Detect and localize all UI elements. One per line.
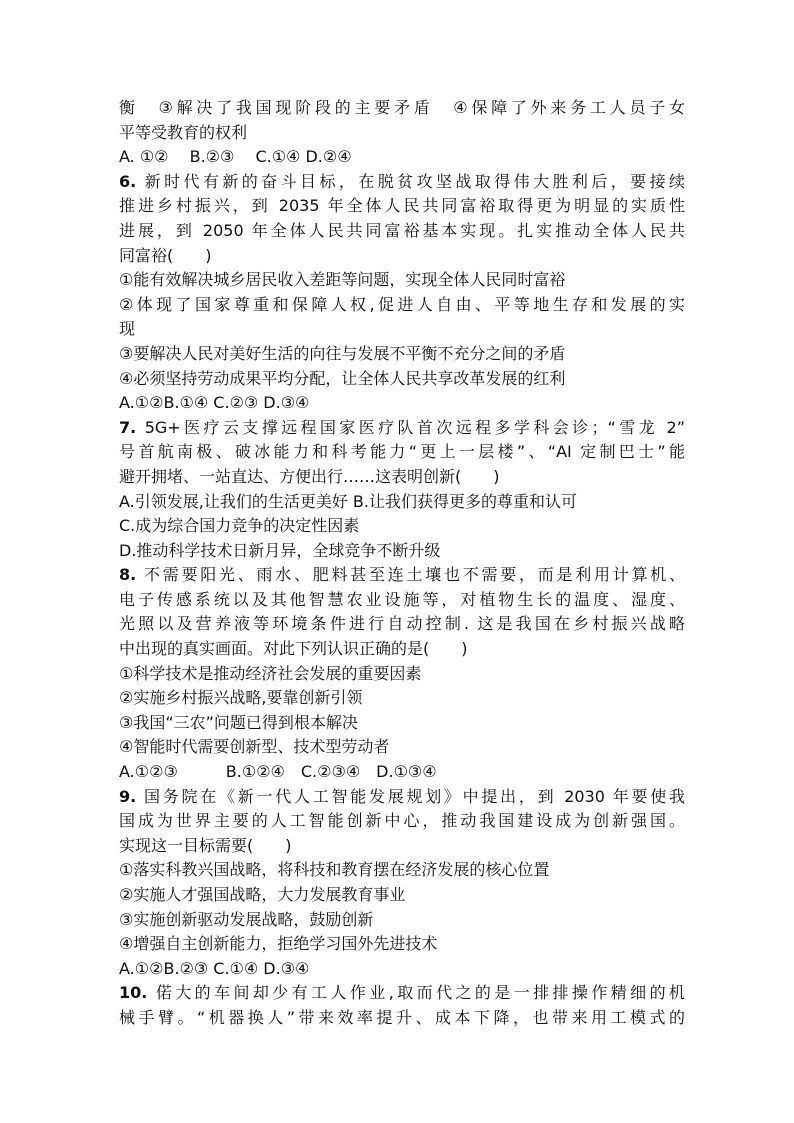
line-text: ②体现了国家尊重和保障人权,促进人自由、平等地生存和发展的实 <box>119 294 685 314</box>
line-text: 号首航南极、破冰能力和科考能力“更上一层楼”、“AI 定制巴士”能 <box>119 442 685 462</box>
text-line <box>119 686 685 711</box>
line-text: ①能有效解决城乡居民收入差距等问题，实现全体人民同时富裕 <box>119 270 566 290</box>
text-line <box>119 588 685 613</box>
line-text: 衡 ③解决了我国现阶段的主要矛盾 ④保障了外来务工人员子女 <box>119 98 685 117</box>
line-text: 5G+医疗云支撑远程国家医疗队首次远程多学科会诊；“雪龙 2” <box>136 417 685 437</box>
question-number: 7. <box>119 417 137 437</box>
text-line <box>119 1006 685 1031</box>
text-line <box>119 981 685 1006</box>
text-line <box>119 244 685 269</box>
line-text: 同富裕( ) <box>119 245 212 265</box>
line-text: 避开拥堵、一站直达、方便出行……这表明创新( ) <box>119 466 500 486</box>
text-line <box>119 883 685 908</box>
line-text: A.①②B.①④ C.②③ D.③④ <box>119 393 310 413</box>
text-line <box>119 293 685 318</box>
text-line <box>119 490 685 515</box>
line-text: D.推动科学技术日新月异，全球竞争不断升级 <box>119 540 441 560</box>
question-number: 6. <box>119 171 137 191</box>
line-text: 国务院在《新一代人工智能发展规划》中提出，到 2030 年要使我 <box>136 786 685 806</box>
text-line <box>119 317 685 342</box>
line-text: 中出现的真实画面。对此下列认识正确的是( ) <box>119 639 468 659</box>
line-text: ③要解决人民对美好生活的向往与发展不平衡不充分之间的矛盾 <box>119 343 566 363</box>
text-line <box>119 268 685 293</box>
line-text: ③我国“三农”问题已得到根本解决 <box>119 712 358 732</box>
line-text: 国成为世界主要的人工智能创新中心，推动我国建设成为创新强国。 <box>119 811 685 831</box>
text-line <box>119 662 685 687</box>
text-line <box>119 96 685 121</box>
text-line <box>119 391 685 416</box>
text-line <box>119 367 685 392</box>
question-number: 10. <box>119 983 148 1003</box>
line-text: 械手臂。“机器换人”带来效率提升、成本下降，也带来用工模式的 <box>119 1007 685 1027</box>
text-line <box>119 957 685 982</box>
text-line <box>119 711 685 736</box>
line-text: ②实施乡村振兴战略,要靠创新引领 <box>119 688 363 708</box>
question-number: 9. <box>119 786 137 806</box>
line-text: 偌大的车间却少有工人作业,取而代之的是一排排操作精细的机 <box>147 983 685 1003</box>
text-line <box>119 760 685 785</box>
line-text: C.成为综合国力竞争的决定性因素 <box>119 516 360 536</box>
line-text: 不需要阳光、雨水、肥料甚至连土壤也不需要，而是利用计算机、 <box>136 565 685 585</box>
text-line <box>119 539 685 564</box>
line-text: ③实施创新驱动发展战略，鼓励创新 <box>119 909 374 929</box>
line-text: ①落实科教兴国战略，将科技和教育摆在经济发展的核心位置 <box>119 860 550 880</box>
text-line <box>119 145 685 170</box>
line-text: 现 <box>119 319 136 339</box>
text-line <box>119 465 685 490</box>
line-text: ④智能时代需要创新型、技术型劳动者 <box>119 737 390 757</box>
text-line <box>119 440 685 465</box>
line-text: ①科学技术是推动经济社会发展的重要因素 <box>119 663 422 683</box>
text-line <box>119 416 685 441</box>
line-text: 电子传感系统以及其他智慧农业设施等，对植物生长的温度、湿度、 <box>119 589 685 609</box>
text-line <box>119 612 685 637</box>
text-line <box>119 637 685 662</box>
line-text: 平等受教育的权利 <box>119 122 248 142</box>
text-line <box>119 170 685 195</box>
line-text: ④必须坚持劳动成果平均分配，让全体人民共享改革发展的红利 <box>119 368 566 388</box>
text-line <box>119 908 685 933</box>
line-text: 推进乡村振兴，到 2035 年全体人民共同富裕取得更为明显的实质性 <box>119 196 685 216</box>
text-line <box>119 785 685 810</box>
question-number: 8. <box>119 565 137 585</box>
line-text: 进展，到 2050 年全体人民共同富裕基本实现。扎实推动全体人民共 <box>119 220 685 240</box>
line-text: A.引领发展,让我们的生活更美好 B.让我们获得更多的尊重和认可 <box>119 491 577 511</box>
text-line <box>119 194 685 219</box>
line-text: 新时代有新的奋斗目标，在脱贫攻坚战取得伟大胜利后，要接续 <box>136 171 685 191</box>
text-line <box>119 514 685 539</box>
text-line <box>119 342 685 367</box>
text-line <box>119 932 685 957</box>
text-line <box>119 219 685 244</box>
text-line <box>119 563 685 588</box>
text-line <box>119 735 685 760</box>
text-line <box>119 809 685 834</box>
line-text: ④增强自主创新能力，拒绝学习国外先进技术 <box>119 934 438 954</box>
line-text: 光照以及营养液等环境条件进行自动控制. 这是我国在乡村振兴战略 <box>119 614 685 634</box>
line-text: 实现这一目标需要( ) <box>119 835 292 855</box>
document-body <box>119 96 685 1031</box>
text-line <box>119 834 685 859</box>
line-text: A.①②B.②③ C.①④ D.③④ <box>119 958 310 978</box>
line-text: A.①②③ B.①②④ C.②③④ D.①③④ <box>119 762 437 782</box>
line-text: A. ①② B.②③ C.①④ D.②④ <box>119 147 352 167</box>
text-line <box>119 858 685 883</box>
text-line <box>119 121 685 146</box>
line-text: ②实施人才强国战略，大力发展教育事业 <box>119 885 406 904</box>
